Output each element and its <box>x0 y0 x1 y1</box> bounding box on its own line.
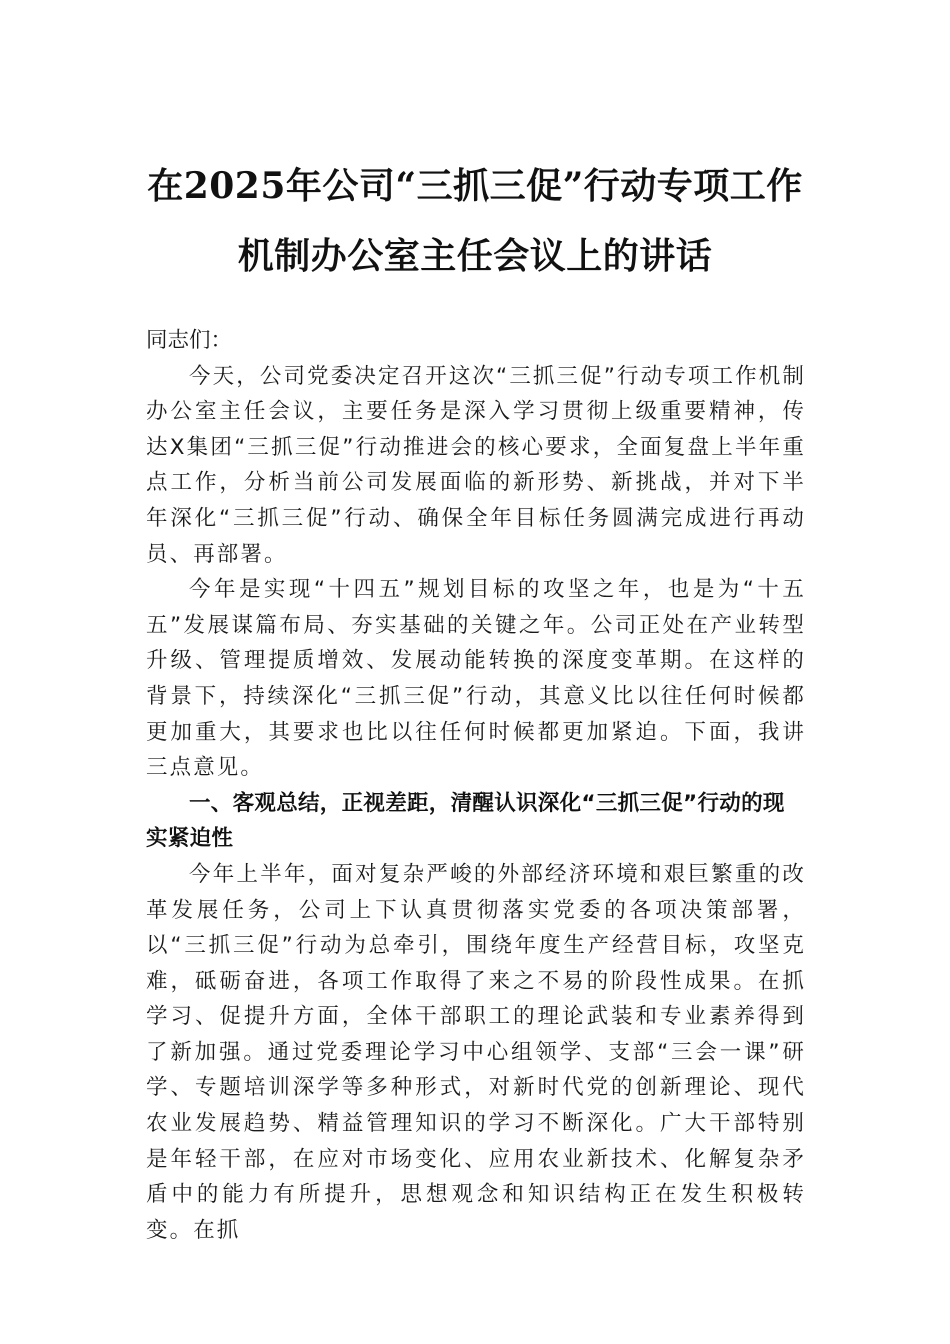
document-body <box>146 323 806 1248</box>
paragraph-section-1: 今年上半年，面对复杂严峻的外部经济环境和艰巨繁重的改革发展任务，公司上下认真贯彻落实党委的各项决策部署，以“三抓三促”行动为总牵引，围绕年度生产经营目标，攻坚克难，砥砺奋进，各项工作取得了来之不易的阶段性成果。在抓学习、促提升方面，全体干部职工的理论武装和专业素养得到了新加强。通过党委理论学习中心组领学、支部“三会一课”研学、专题培训深学等多种形式，对新时代党的创新理论、现代农业发展趋势、精益管理知识的学习不断深化。广大干部特别是年轻干部，在应对市场变化、应用农业新技术、化解复杂矛盾中的能力有所提升，思想观念和知识结构正在发生积极转变。在抓 <box>146 861 806 1243</box>
document-title-line-2: 机制办公室主任会议上的讲话 <box>237 235 713 277</box>
section-heading-1: 一、客观总结，正视差距，清醒认识深化“三抓三促”行动的现实紧迫性 <box>146 790 785 852</box>
paragraph-context: 今年是实现“十四五”规划目标的攻坚之年，也是为“十五五”发展谋篇布局、夯实基础的关键之年。公司正处在产业转型升级、管理提质增效、发展动能转换的深度变革期。在这样的背景下，持续深化“三抓三促”行动，其意义比以往任何时候都更加重大，其要求也比以往任何时候都更加紧迫。下面，我讲三点意见。 <box>146 577 806 781</box>
document-title-line-1: 在2025年公司“三抓三促”行动专项工作 <box>147 165 803 207</box>
salutation: 同志们： <box>146 328 233 353</box>
paragraph-opening: 今天，公司党委决定召开这次“三抓三促”行动专项工作机制办公室主任会议，主要任务是深入学习贯彻上级重要精神，传达X集团“三抓三促”行动推进会的核心要求，全面复盘上半年重点工作，分析当前公司发展面临的新形势、新挑战，并对下半年深化“三抓三促”行动、确保全年目标任务圆满完成进行再动员、再部署。 <box>146 363 806 567</box>
